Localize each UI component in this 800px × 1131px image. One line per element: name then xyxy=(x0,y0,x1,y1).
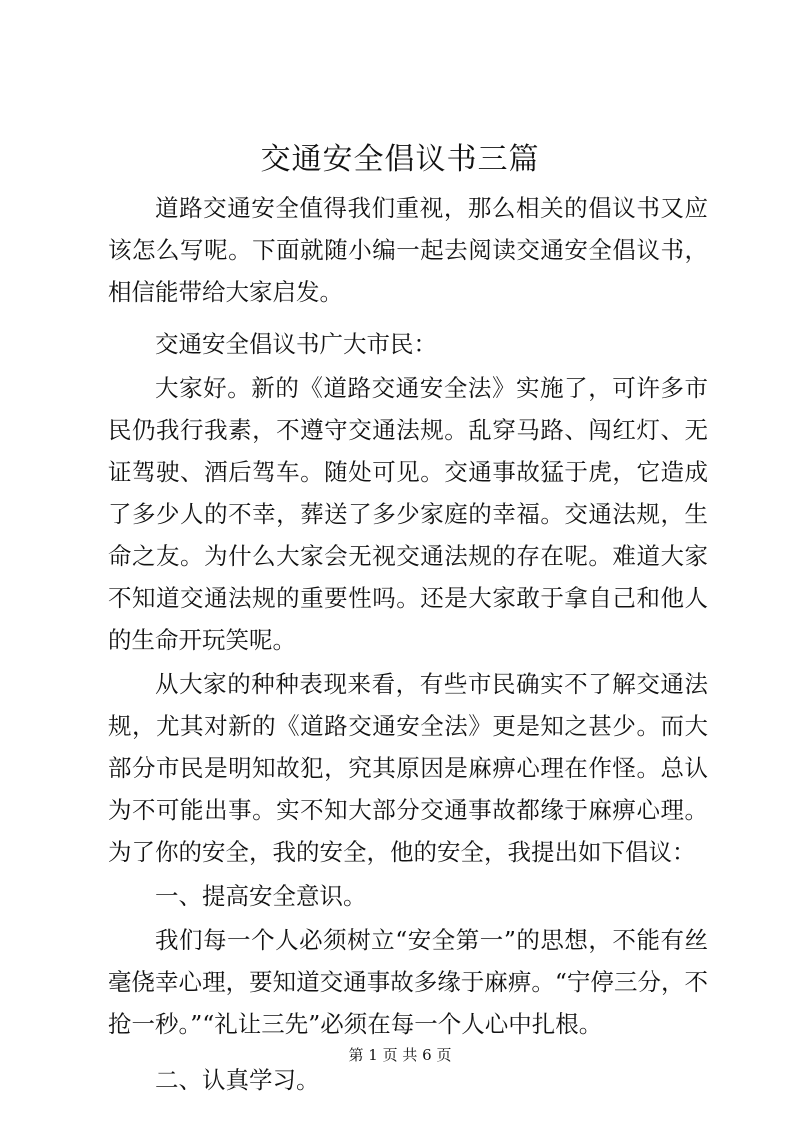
document-title: 交通安全倡议书三篇 xyxy=(260,142,540,177)
paragraph-greeting: 大家好。新的《道路交通安全法》实施了，可许多市民仍我行我素，不遵守交通法规。乱穿马路、闯红灯、无证驾驶、酒后驾车。随处可见。交通事故猛于虎，它造成了多少人的不幸，葬送了多少家庭的幸福。交通法规，生命之友。为什么大家会无视交通法规的存在呢。难道大家不知道交通法规的重要性吗。还是大家敢于拿自己和他人的生命开玩笑呢。 xyxy=(108,374,708,654)
document-body xyxy=(108,187,708,1101)
page-footer: 第 1 页 共 6 页 xyxy=(348,1046,452,1064)
paragraph-intro: 道路交通安全值得我们重视，那么相关的倡议书又应该怎么写呢。下面就随小编一起去阅读交通安全倡议书，相信能带给大家启发。 xyxy=(108,194,708,306)
paragraph-heading-one: 一、提高安全意识。 xyxy=(155,882,367,910)
paragraph-salutation: 交通安全倡议书广大市民： xyxy=(155,330,437,358)
paragraph-heading-two: 二、认真学习。 xyxy=(155,1066,320,1094)
paragraph-safety-first: 我们每一个人必须树立“安全第一”的思想，不能有丝毫侥幸心理，要知道交通事故多缘于麻痹。“宁停三分，不抢一秒。”“礼让三先”必须在每一个人心中扎根。 xyxy=(108,926,708,1038)
paragraph-analysis: 从大家的种种表现来看，有些市民确实不了解交通法规，尤其对新的《道路交通安全法》更是知之甚少。而大部分市民是明知故犯，究其原因是麻痹心理在作怪。总认为不可能出事。实不知大部分交通事故都缘于麻痹心理。为了你的安全，我的安全，他的安全，我提出如下倡议： xyxy=(108,670,708,866)
